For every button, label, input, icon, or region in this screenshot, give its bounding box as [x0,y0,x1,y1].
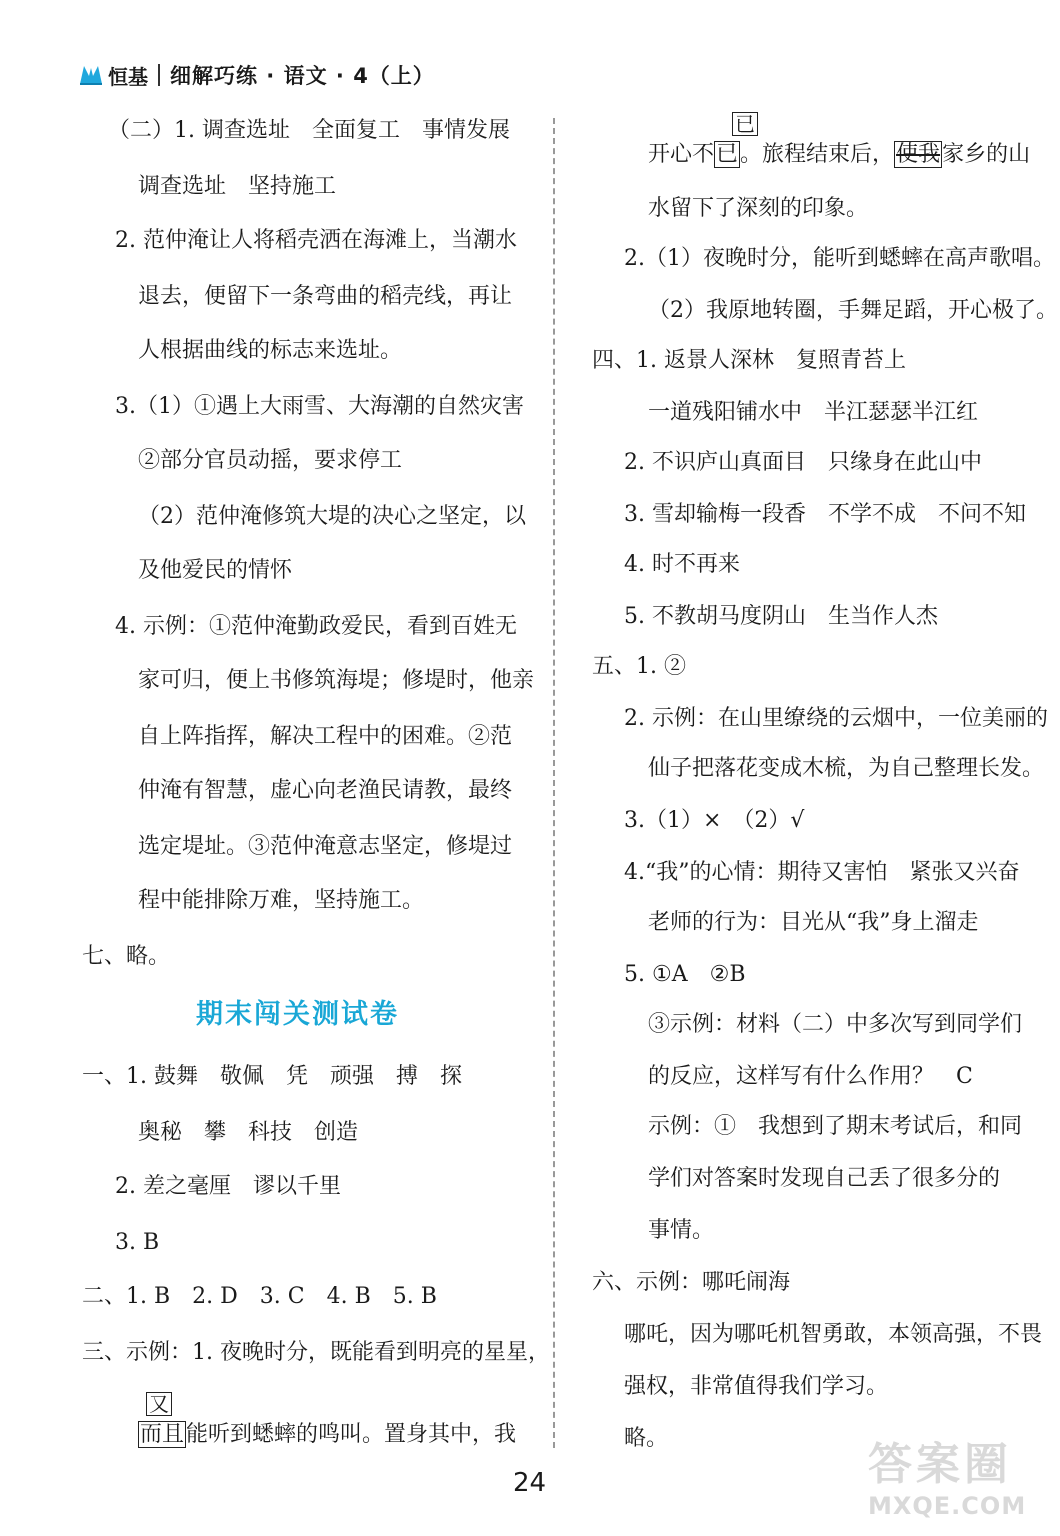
left-line-7: ②部分官员动摇，要求停工 [138,448,403,473]
right-line-5: 四、1. 返景人深林 复照青苔上 [592,348,906,373]
right-line-1-a: 开心不 [648,142,715,167]
page-number: 24 [513,1468,547,1498]
right-line-16: 老师的行为：目光从“我”身上溜走 [648,910,979,935]
left-line-22: 三、示例：1. 夜晚时分，既能看到明亮的星星， [82,1340,550,1365]
left-line-23-text: 能听到蟋蟀的鸣叫。置身其中，我 [186,1422,517,1447]
right-line-11: 五、1. ② [592,654,686,679]
correction-char: 已 [732,112,758,136]
left-line-4: 退去，便留下一条弯曲的稻壳线，再让 [138,284,513,309]
left-line-16: 七、略。 [82,944,171,969]
right-line-26: 略。 [624,1426,669,1451]
column-divider [553,118,555,1448]
correction-mark [138,1392,186,1450]
left-line-5: 人根据曲线的标志来选址。 [138,338,403,363]
correction-word: 又 [146,1392,172,1416]
right-line-7: 2. 不识庐山真面目 只缘身在此山中 [624,450,982,475]
right-line-12: 2. 示例：在山里缭绕的云烟中，一位美丽的 [624,706,1048,731]
right-line-8: 3. 雪却输梅一段香 不学不成 不问不知 [624,502,1026,527]
right-line-13: 仙子把落花变成木梳，为自己整理长发。 [648,756,1045,781]
left-line-14: 选定堤址。③范仲淹意志坚定，修堤过 [138,834,513,859]
watermark-url: MXQE.COM [868,1492,1027,1520]
left-line-11: 家可归，便上书修筑海堤；修堤时，他亲 [138,668,535,693]
right-line-1-c: 家乡的山 [942,142,1031,167]
right-line-6: 一道残阳铺水中 半江瑟瑟半江红 [648,400,979,425]
watermark [868,1428,1038,1520]
right-line-24: 哪吒，因为哪吒机智勇敢，本领高强，不畏 [624,1322,1043,1347]
left-line-1: （二）1. 调查选址 全面复工 事情发展 [108,118,510,143]
left-line-18: 奥秘 攀 科技 创造 [138,1120,359,1145]
left-line-3: 2. 范仲淹让人将稻壳洒在海滩上，当潮水 [115,228,517,253]
left-line-9: 及他爱民的情怀 [138,558,293,583]
left-line-15: 程中能排除万难，坚持施工。 [138,888,425,913]
watermark-text: 答案圈 [868,1439,1012,1490]
brand-name: 恒基 [108,64,148,89]
right-line-18: ③示例：材料（二）中多次写到同学们 [648,1012,1023,1037]
left-line-23 [138,1392,517,1450]
right-line-17: 5. ①A ②B [624,962,746,987]
right-line-2: 水留下了深刻的印象。 [648,196,869,221]
deleted-words: 使我 [896,142,941,167]
right-line-22: 事情。 [648,1218,715,1243]
left-line-2: 调查选址 坚持施工 [138,174,337,199]
right-line-23: 六、示例：哪吒闹海 [592,1270,791,1295]
left-line-10: 4. 示例：①范仲淹勤政爱民，看到百姓无 [115,614,517,639]
right-line-3: 2.（1）夜晚时分，能听到蟋蟀在高声歌唱。 [624,246,1055,271]
right-line-1 [648,112,1031,170]
right-line-10: 5. 不教胡马度阴山 生当作人杰 [624,604,938,629]
left-line-8: （2）范仲淹修筑大堤的决心之坚定，以 [138,504,526,529]
right-line-21: 学们对答案时发现自己丢了很多分的 [648,1166,1001,1191]
brand-logo-icon [78,62,104,88]
right-line-19: 的反应，这样写有什么作用？ C [648,1064,973,1089]
left-line-12: 自上阵指挥，解决工程中的困难。②范 [138,724,513,749]
left-line-6: 3.（1）①遇上大雨雪、大海潮的自然灾害 [115,394,524,419]
book-title: 细解巧练 · 语文 · 4（上） [170,64,435,88]
corrected-word: 而且 [140,1422,185,1447]
right-line-25: 强权，非常值得我们学习。 [624,1374,889,1399]
left-line-17: 一、1. 鼓舞 敬佩 凭 顽强 搏 探 [82,1064,462,1089]
header-separator [158,64,160,86]
left-line-19: 2. 差之毫厘 谬以千里 [115,1174,341,1199]
left-line-13: 仲淹有智慧，虚心向老渔民请教，最终 [138,778,513,803]
right-line-15: 4.“我”的心情：期待又害怕 紧张又兴奋 [624,860,1020,885]
left-line-21: 二、1. B 2. D 3. C 4. B 5. B [82,1284,437,1309]
correction-mark [714,112,756,170]
right-line-20: 示例：① 我想到了期末考试后，和同 [648,1114,1023,1139]
section-title: 期末闯关测试卷 [196,999,399,1030]
right-line-4: （2）我原地转圈，手舞足蹈，开心极了。 [648,298,1058,323]
right-line-1-b: 。旅程结束后， [740,142,895,167]
page-header [78,58,435,92]
brand-logo [78,59,152,91]
right-line-14: 3.（1）× （2）√ [624,808,805,833]
corrected-char: 已 [716,142,739,167]
left-line-20: 3. B [115,1230,160,1255]
right-line-9: 4. 时不再来 [624,552,740,577]
